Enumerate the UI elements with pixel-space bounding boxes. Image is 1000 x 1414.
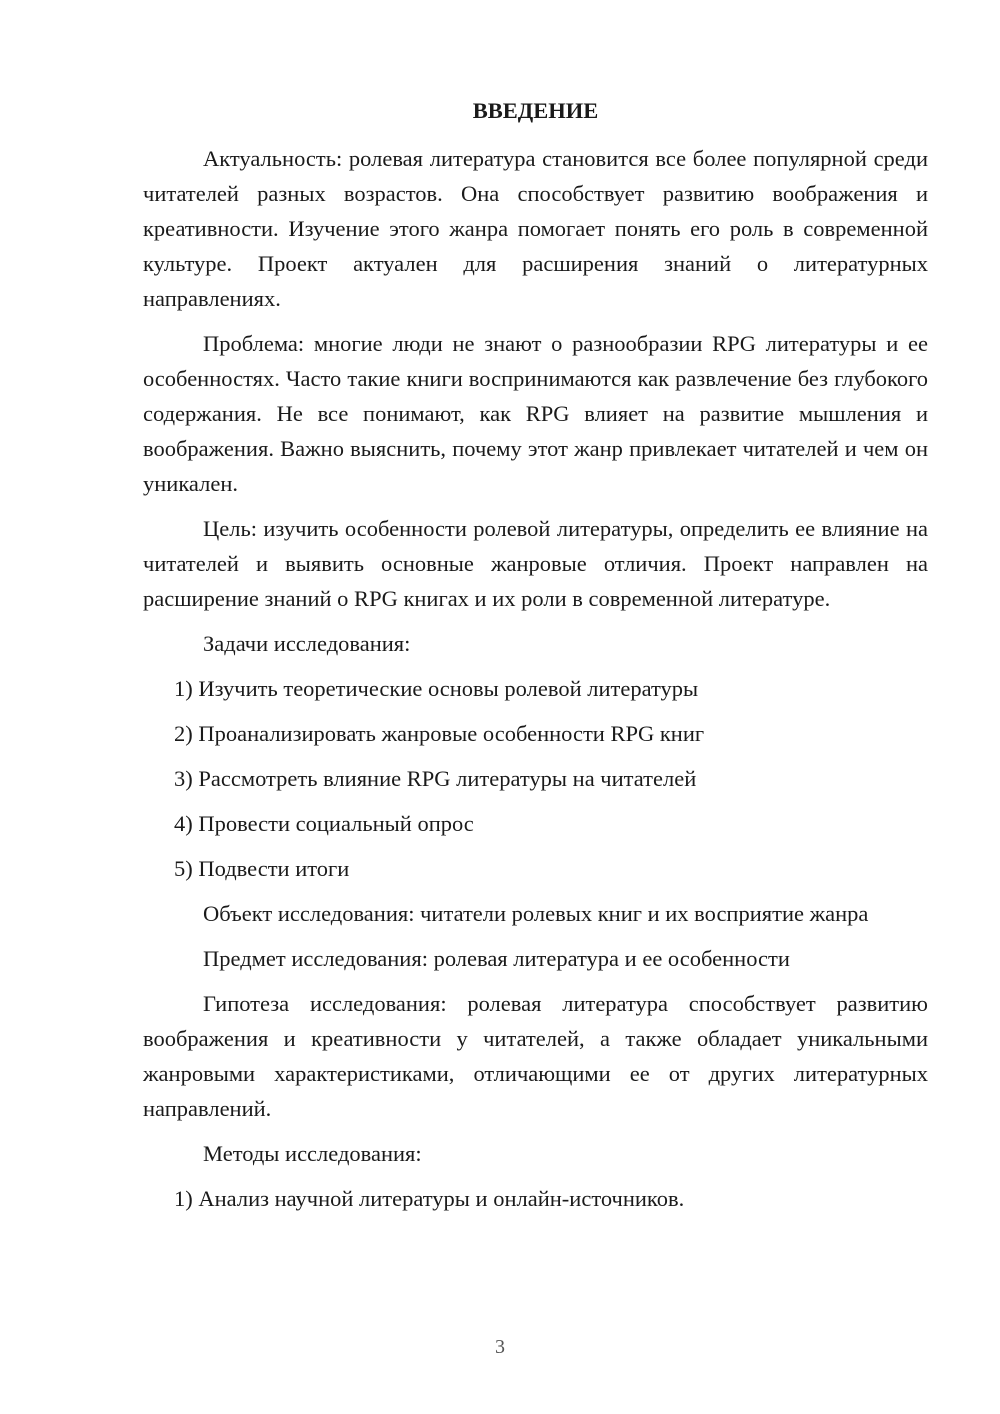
- method-item-1: 1) Анализ научной литературы и онлайн-источников.: [174, 1186, 685, 1211]
- tasks-heading: Задачи исследования:: [203, 631, 411, 656]
- page-number: 3: [495, 1336, 505, 1358]
- page-content: [143, 93, 928, 1226]
- task-item-4: 4) Провести социальный опрос: [174, 811, 474, 836]
- subject-paragraph: Предмет исследования: ролевая литература и ее особенности: [203, 946, 790, 971]
- section-title: ВВЕДЕНИЕ: [472, 98, 599, 123]
- problem-paragraph: Проблема: многие люди не знают о разнообразии RPG литературы и ее особенностях. Часто такие книги воспринимаются как развлечение без глубокого содержания. Не все понимают, как RPG влияет на развитие мышления и воображения. Важно выяснить, почему этот жанр привлекает читателей и чем он уникален.: [143, 331, 928, 496]
- tasks-list: [143, 671, 928, 886]
- hypothesis-paragraph: Гипотеза исследования: ролевая литература способствует развитию воображения и креативности у читателей, а также обладает уникальными жанровыми характеристиками, отличающими ее от других литературных направлений.: [143, 991, 928, 1121]
- task-item-1: 1) Изучить теоретические основы ролевой литературы: [174, 676, 699, 701]
- relevance-paragraph: Актуальность: ролевая литература становится все более популярной среди читателей разных возрастов. Она способствует развитию воображения и креативности. Изучение этого жанра помогает понять его роль в современной культуре. Проект актуален для расширения знаний о литературных направлениях.: [143, 146, 928, 311]
- methods-list: [143, 1181, 928, 1216]
- task-item-3: 3) Рассмотреть влияние RPG литературы на читателей: [174, 766, 697, 791]
- goal-paragraph: Цель: изучить особенности ролевой литературы, определить ее влияние на читателей и выявить основные жанровые отличия. Проект направлен на расширение знаний о RPG книгах и их роли в современной литературе.: [143, 516, 928, 611]
- task-item-2: 2) Проанализировать жанровые особенности RPG книг: [174, 721, 705, 746]
- object-paragraph: Объект исследования: читатели ролевых книг и их восприятие жанра: [203, 901, 869, 926]
- methods-heading: Методы исследования:: [203, 1141, 422, 1166]
- task-item-5: 5) Подвести итоги: [174, 856, 350, 881]
